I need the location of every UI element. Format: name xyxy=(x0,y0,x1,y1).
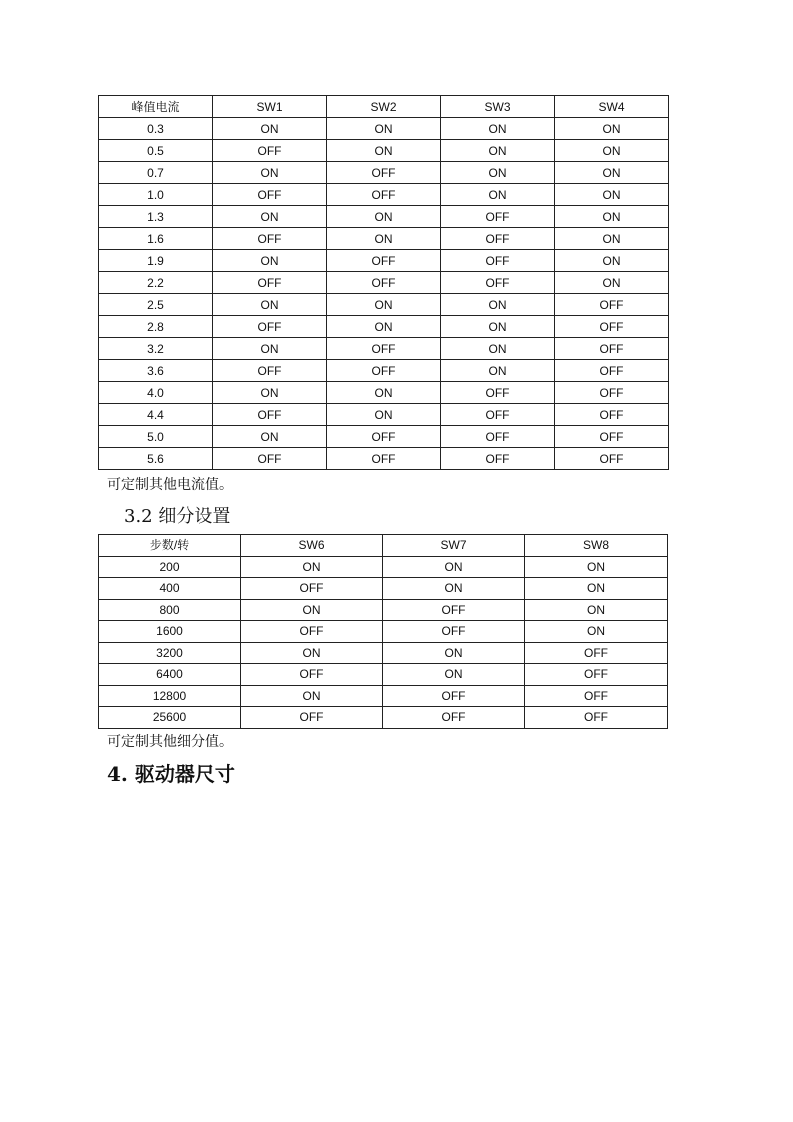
switch-state-cell: OFF xyxy=(441,228,555,250)
switch-state-cell: OFF xyxy=(241,707,383,729)
switch-state-cell: ON xyxy=(213,250,327,272)
section-heading-driver-dimensions: 4. 驱动器尺寸 xyxy=(107,762,235,786)
switch-state-cell: ON xyxy=(441,338,555,360)
microstep-note: 可定制其他细分值。 xyxy=(107,734,233,750)
switch-state-cell: OFF xyxy=(441,426,555,448)
switch-state-cell: ON xyxy=(241,642,383,664)
switch-state-cell: ON xyxy=(213,426,327,448)
switch-state-cell: ON xyxy=(555,250,669,272)
row-label-cell: 5.0 xyxy=(99,426,213,448)
switch-state-cell: ON xyxy=(383,664,525,686)
switch-state-cell: ON xyxy=(213,206,327,228)
row-label-cell: 1.6 xyxy=(99,228,213,250)
switch-state-cell: OFF xyxy=(441,206,555,228)
switch-state-cell: OFF xyxy=(525,685,668,707)
column-header: SW8 xyxy=(525,535,668,557)
switch-state-cell: ON xyxy=(525,621,668,643)
switch-state-cell: OFF xyxy=(327,272,441,294)
row-label-cell: 2.2 xyxy=(99,272,213,294)
switch-state-cell: ON xyxy=(327,404,441,426)
table-row xyxy=(99,578,668,600)
table-row xyxy=(99,228,669,250)
table-row xyxy=(99,316,669,338)
row-label-cell: 0.7 xyxy=(99,162,213,184)
switch-state-cell: ON xyxy=(213,118,327,140)
table-row xyxy=(99,685,668,707)
table-row xyxy=(99,448,669,470)
column-header: SW1 xyxy=(213,96,327,118)
switch-state-cell: OFF xyxy=(213,448,327,470)
row-label-cell: 800 xyxy=(99,599,241,621)
switch-state-cell: OFF xyxy=(327,426,441,448)
switch-state-cell: OFF xyxy=(327,184,441,206)
switch-state-cell: ON xyxy=(213,162,327,184)
table-row xyxy=(99,664,668,686)
row-label-cell: 3.6 xyxy=(99,360,213,382)
switch-state-cell: OFF xyxy=(327,448,441,470)
switch-state-cell: ON xyxy=(241,599,383,621)
table-row xyxy=(99,162,669,184)
table-row xyxy=(99,206,669,228)
switch-state-cell: OFF xyxy=(555,294,669,316)
switch-state-cell: ON xyxy=(555,272,669,294)
section-heading-microstep: 3.2 细分设置 xyxy=(124,506,231,527)
column-header: SW7 xyxy=(383,535,525,557)
switch-state-cell: OFF xyxy=(327,162,441,184)
row-label-cell: 200 xyxy=(99,556,241,578)
switch-state-cell: OFF xyxy=(555,338,669,360)
table-row xyxy=(99,250,669,272)
switch-state-cell: ON xyxy=(555,228,669,250)
switch-state-cell: ON xyxy=(441,294,555,316)
row-label-cell: 3200 xyxy=(99,642,241,664)
switch-state-cell: OFF xyxy=(213,404,327,426)
table-row xyxy=(99,599,668,621)
switch-state-cell: OFF xyxy=(555,382,669,404)
switch-state-cell: OFF xyxy=(213,140,327,162)
switch-state-cell: OFF xyxy=(213,316,327,338)
table-header-row xyxy=(99,96,669,118)
switch-state-cell: ON xyxy=(555,206,669,228)
table-header-row xyxy=(99,535,668,557)
switch-state-cell: OFF xyxy=(441,448,555,470)
switch-state-cell: OFF xyxy=(555,404,669,426)
switch-state-cell: OFF xyxy=(525,664,668,686)
switch-state-cell: ON xyxy=(383,556,525,578)
table-row xyxy=(99,118,669,140)
row-label-cell: 1.3 xyxy=(99,206,213,228)
row-label-cell: 400 xyxy=(99,578,241,600)
switch-state-cell: OFF xyxy=(383,621,525,643)
switch-state-cell: OFF xyxy=(525,707,668,729)
switch-state-cell: ON xyxy=(441,118,555,140)
switch-state-cell: ON xyxy=(327,228,441,250)
table-row xyxy=(99,360,669,382)
row-label-cell: 1600 xyxy=(99,621,241,643)
table-row xyxy=(99,338,669,360)
table-row xyxy=(99,707,668,729)
table-row xyxy=(99,642,668,664)
switch-state-cell: OFF xyxy=(327,360,441,382)
row-label-cell: 12800 xyxy=(99,685,241,707)
table-row xyxy=(99,140,669,162)
switch-state-cell: ON xyxy=(555,140,669,162)
current-note: 可定制其他电流值。 xyxy=(107,477,233,493)
row-label-cell: 2.8 xyxy=(99,316,213,338)
switch-state-cell: ON xyxy=(213,382,327,404)
row-label-cell: 1.9 xyxy=(99,250,213,272)
switch-state-cell: OFF xyxy=(555,426,669,448)
column-header: SW3 xyxy=(441,96,555,118)
table-row xyxy=(99,621,668,643)
switch-state-cell: OFF xyxy=(383,707,525,729)
switch-state-cell: ON xyxy=(555,184,669,206)
row-label-cell: 0.3 xyxy=(99,118,213,140)
table-row xyxy=(99,294,669,316)
switch-state-cell: OFF xyxy=(383,685,525,707)
column-header: 步数/转 xyxy=(99,535,241,557)
table-row xyxy=(99,426,669,448)
row-label-cell: 4.0 xyxy=(99,382,213,404)
switch-state-cell: ON xyxy=(213,338,327,360)
microstep-table xyxy=(98,534,668,729)
switch-state-cell: ON xyxy=(441,162,555,184)
switch-state-cell: OFF xyxy=(241,578,383,600)
switch-state-cell: ON xyxy=(525,556,668,578)
switch-state-cell: OFF xyxy=(213,228,327,250)
switch-state-cell: OFF xyxy=(327,250,441,272)
switch-state-cell: ON xyxy=(213,294,327,316)
switch-state-cell: OFF xyxy=(213,184,327,206)
switch-state-cell: ON xyxy=(441,140,555,162)
row-label-cell: 5.6 xyxy=(99,448,213,470)
row-label-cell: 2.5 xyxy=(99,294,213,316)
row-label-cell: 4.4 xyxy=(99,404,213,426)
row-label-cell: 25600 xyxy=(99,707,241,729)
switch-state-cell: OFF xyxy=(383,599,525,621)
column-header: SW2 xyxy=(327,96,441,118)
table-row xyxy=(99,272,669,294)
row-label-cell: 1.0 xyxy=(99,184,213,206)
switch-state-cell: OFF xyxy=(327,338,441,360)
switch-state-cell: ON xyxy=(241,685,383,707)
switch-state-cell: ON xyxy=(383,642,525,664)
table-row xyxy=(99,404,669,426)
switch-state-cell: ON xyxy=(555,162,669,184)
switch-state-cell: OFF xyxy=(241,664,383,686)
switch-state-cell: ON xyxy=(327,206,441,228)
switch-state-cell: OFF xyxy=(555,316,669,338)
switch-state-cell: OFF xyxy=(441,404,555,426)
switch-state-cell: ON xyxy=(441,316,555,338)
table-row xyxy=(99,556,668,578)
switch-state-cell: ON xyxy=(327,118,441,140)
switch-state-cell: ON xyxy=(525,578,668,600)
table-row xyxy=(99,184,669,206)
switch-state-cell: ON xyxy=(441,360,555,382)
current-table xyxy=(98,95,669,470)
switch-state-cell: ON xyxy=(525,599,668,621)
switch-state-cell: ON xyxy=(327,294,441,316)
column-header: SW4 xyxy=(555,96,669,118)
switch-state-cell: ON xyxy=(327,382,441,404)
table-row xyxy=(99,382,669,404)
row-label-cell: 3.2 xyxy=(99,338,213,360)
switch-state-cell: OFF xyxy=(525,642,668,664)
switch-state-cell: OFF xyxy=(441,382,555,404)
switch-state-cell: ON xyxy=(555,118,669,140)
switch-state-cell: OFF xyxy=(555,448,669,470)
switch-state-cell: ON xyxy=(327,316,441,338)
switch-state-cell: OFF xyxy=(241,621,383,643)
switch-state-cell: ON xyxy=(327,140,441,162)
column-header: 峰值电流 xyxy=(99,96,213,118)
row-label-cell: 6400 xyxy=(99,664,241,686)
column-header: SW6 xyxy=(241,535,383,557)
switch-state-cell: ON xyxy=(441,184,555,206)
switch-state-cell: OFF xyxy=(441,272,555,294)
switch-state-cell: OFF xyxy=(555,360,669,382)
switch-state-cell: ON xyxy=(383,578,525,600)
row-label-cell: 0.5 xyxy=(99,140,213,162)
switch-state-cell: OFF xyxy=(213,272,327,294)
switch-state-cell: OFF xyxy=(441,250,555,272)
switch-state-cell: OFF xyxy=(213,360,327,382)
switch-state-cell: ON xyxy=(241,556,383,578)
